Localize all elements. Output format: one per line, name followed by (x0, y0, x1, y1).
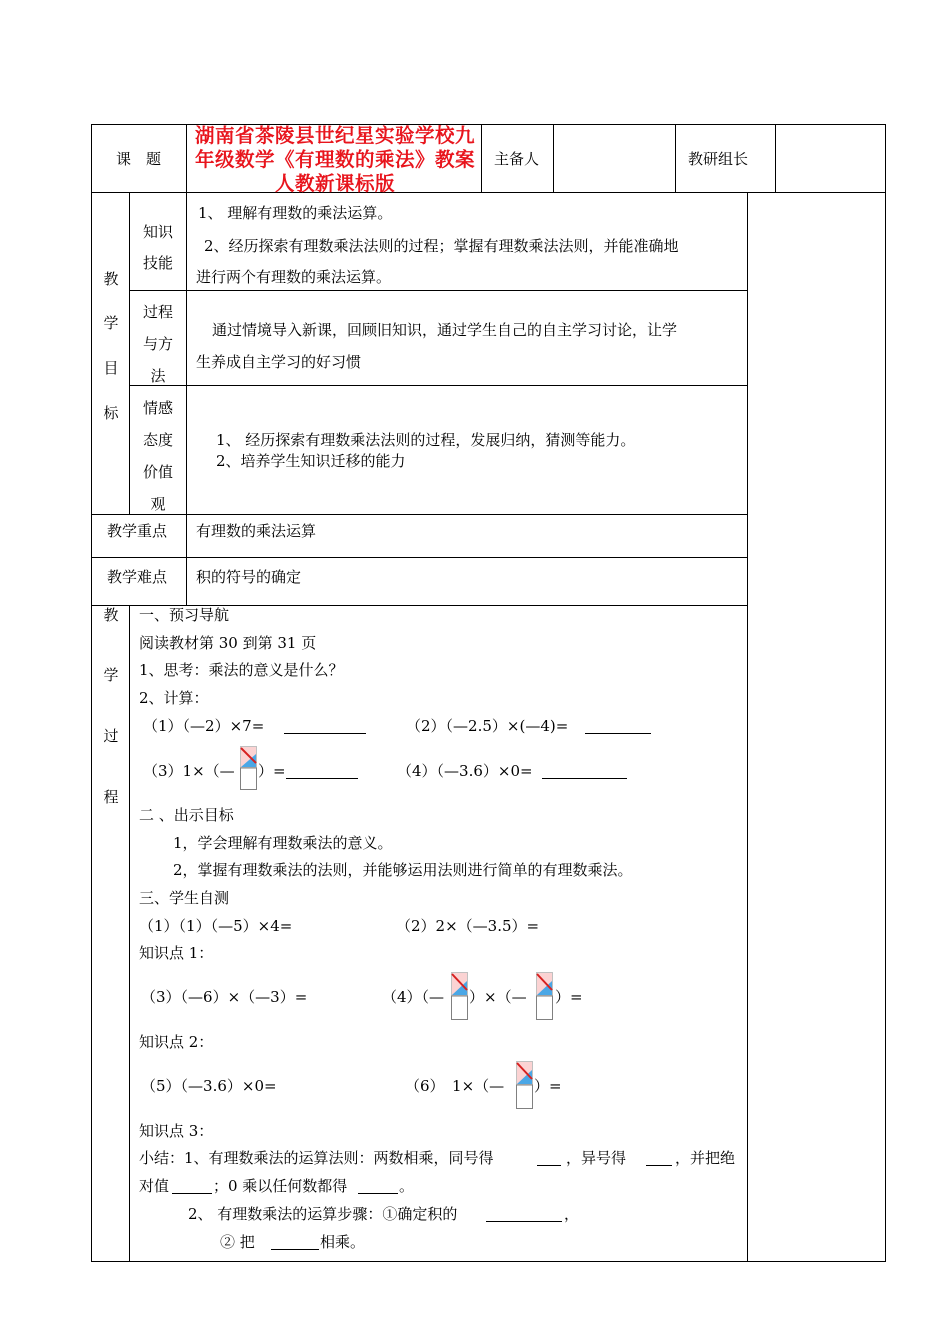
fraction-image (516, 1061, 533, 1105)
calc-item-3: （3）1×（— (143, 762, 235, 780)
summary-step-2: ② 把 (220, 1233, 255, 1251)
summary-rule-1-part3: ，并把绝 (675, 1149, 736, 1167)
knowledge-item-1: 1、 理解有理数的乘法运算。 (198, 204, 393, 222)
self-test-4: （4）（— (382, 988, 445, 1006)
calc-item-4: （4）（—3.6）×0= (397, 762, 533, 780)
process-method-text-2: 生养成自主学习的好习惯 (196, 353, 362, 371)
summary-rule-1-part4: 对值 (139, 1177, 170, 1195)
self-test-2: （2）2×（—3.5）= (396, 917, 540, 935)
difficulty-text: 积的符号的确定 (196, 568, 302, 586)
calc-item-2: （2）（—2.5）×(—4)= (406, 717, 569, 735)
main-preparer-label: 主备人 (494, 150, 540, 168)
self-test-3: （3）（—6）×（—3）= (141, 988, 308, 1006)
answer-blank (537, 1165, 561, 1166)
fraction-image (240, 746, 257, 790)
answer-blank (286, 778, 358, 779)
knowledge-point-2: 知识点 2： (139, 1033, 214, 1051)
knowledge-item-2-cont: 进行两个有理数的乘法运算。 (196, 268, 392, 286)
answer-blank (358, 1193, 398, 1194)
answer-blank (646, 1165, 672, 1166)
self-test-1: （1）（1）（—5）×4= (139, 917, 293, 935)
calc-heading: 2、计算： (139, 689, 209, 707)
key-point-text: 有理数的乘法运算 (196, 522, 317, 540)
summary-step-1-end: ， (564, 1205, 580, 1223)
calc-item-3-end: ）= (258, 762, 286, 780)
objective-1: 1，学会理解有理数乘法的意义。 (173, 834, 393, 852)
knowledge-point-3: 知识点 3： (139, 1122, 214, 1140)
key-point-label: 教学重点 (107, 522, 168, 540)
summary-rule-1-part5: ；0 乘以任何数都得 (213, 1177, 348, 1195)
emotion-item-2: 2、培养学生知识迁移的能力 (216, 452, 406, 470)
self-test-4-mid: ）×（— (469, 988, 527, 1006)
fraction-image (451, 972, 468, 1016)
answer-blank (542, 778, 627, 779)
summary-step-2-end: 相乘。 (320, 1233, 366, 1251)
self-test-6-end: ）= (534, 1077, 562, 1095)
summary-rule-1-part6: 。 (399, 1177, 415, 1195)
page-title: 湖南省茶陵县世纪星实验学校九年级数学《有理数的乘法》教案 人教新课标版 (194, 124, 475, 195)
self-test-heading: 三、学生自测 (139, 889, 230, 907)
answer-blank (271, 1249, 319, 1250)
objective-2: 2，掌握有理数乘法的法则，并能够运用法则进行简单的有理数乘法。 (173, 861, 633, 879)
summary-rule-1: 小结：1、有理数乘法的运算法则：两数相乘，同号得 (139, 1149, 494, 1167)
preview-heading: 一、预习导航 (139, 606, 230, 624)
process-method-text-1: 通过情境导入新课，回顾旧知识，通过学生自己的自主学习讨论，让学 (212, 321, 678, 339)
calc-item-1: （1）（—2）×7= (143, 717, 265, 735)
difficulty-label: 教学难点 (107, 568, 168, 586)
knowledge-item-2: 2、经历探索有理数乘法法则的过程；掌握有理数乘法法则，并能准确地 (204, 237, 679, 255)
answer-blank (486, 1221, 562, 1222)
answer-blank (172, 1193, 212, 1194)
summary-step-1: 2、 有理数乘法的运算步骤：①确定积的 (188, 1205, 458, 1223)
emotion-item-1: 1、 经历探索有理数乘法法则的过程，发展归纳，猜测等能力。 (216, 431, 636, 449)
knowledge-point-1: 知识点 1： (139, 944, 214, 962)
topic-label: 课 题 (116, 150, 162, 168)
answer-blank (284, 733, 366, 734)
fraction-image (536, 972, 553, 1016)
self-test-6: （6） 1×（— (405, 1077, 505, 1095)
objectives-heading: 二 、出示目标 (139, 806, 234, 824)
self-test-4-end: ）= (555, 988, 583, 1006)
think-question: 1、思考：乘法的意义是什么？ (139, 661, 344, 679)
group-leader-label: 教研组长 (688, 150, 749, 168)
reading-assignment: 阅读教材第 30 到第 31 页 (139, 634, 317, 652)
summary-rule-1-part2: ，异号得 (566, 1149, 627, 1167)
self-test-5: （5）（—3.6）×0= (141, 1077, 277, 1095)
answer-blank (585, 733, 651, 734)
